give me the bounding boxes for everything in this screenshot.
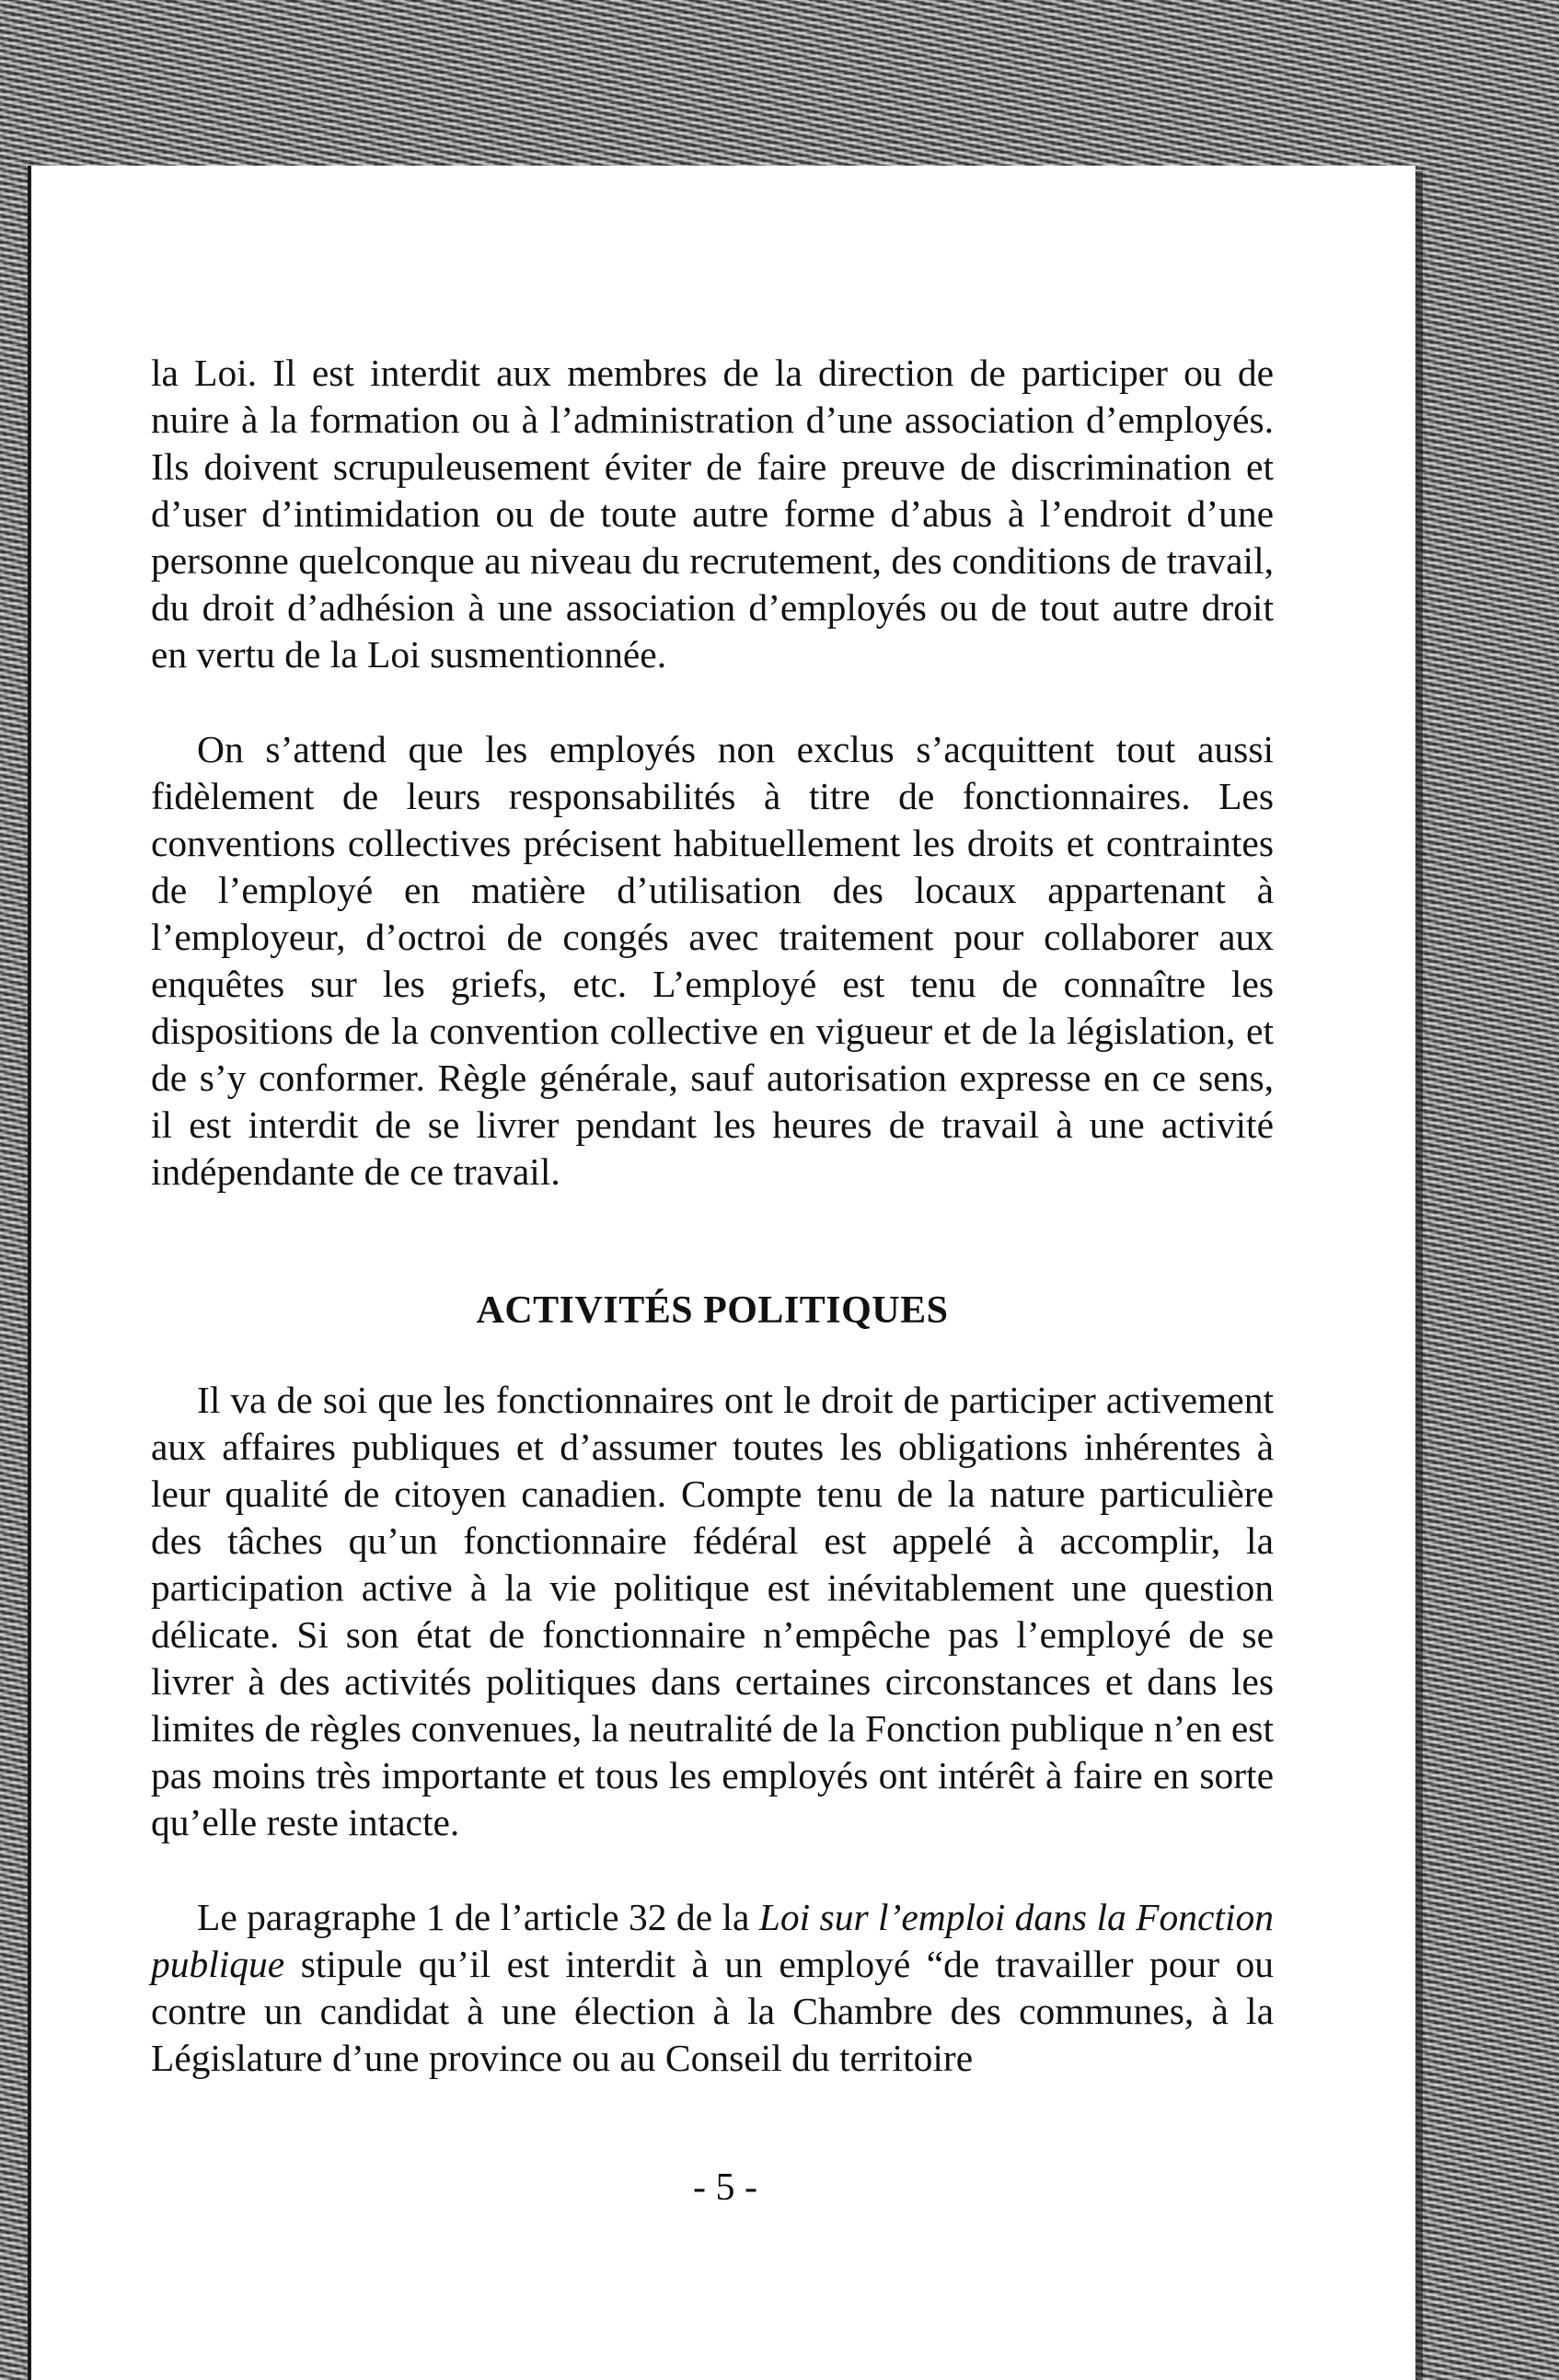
- paragraph-2: On s’attend que les employés non exclus s’acquittent tout aussi fidèlement de leurs responsabilités à titre de fonctionnaires. Les conventions collectives précisent habituellement les droits et contraintes de l’employé en matière d’utilisation des locaux appartenant à l’employeur, d’octroi de congés avec traitement pour collaborer aux enquêtes sur les griefs, etc. L’employé est tenu de connaître les dispositions de la convention collective en vigueur et de la législation, et de s’y conformer. Règle générale, sauf autorisation expresse en ce sens, il est interdit de se livrer pendant les heures de travail à une activité indépendante de ce travail.: [151, 728, 1274, 1193]
- document-page: [28, 166, 1415, 2380]
- section-heading: ACTIVITÉS POLITIQUES: [476, 1289, 949, 1332]
- page-content: [151, 350, 1274, 2082]
- paragraph-3: Il va de soi que les fonctionnaires ont le droit de participer activement aux affaires publiques et d’assumer toutes les obligations inhérentes à leur qualité de citoyen canadien. Compte tenu de la nature particulière des tâches qu’un fonctionnaire fédéral est appelé à accomplir, la participation active à la vie politique est inévitablement une question délicate. Si son état de fonctionnaire n’empêche pas l’employé de se livrer à des activités politiques dans certaines circonstances et dans les limites de règles convenues, la neutralité de la Fonction publique n’en est pas moins très importante et tous les employés ont intérêt à faire en sorte qu’elle reste intacte.: [151, 1379, 1274, 1843]
- paragraph-1: la Loi. Il est interdit aux membres de la direction de participer ou de nuire à la formation ou à l’administration d’une association d’employés. Ils doivent scrupuleusement éviter de faire preuve de discrimination et d’user d’intimidation ou de toute autre forme d’abus à l’endroit d’une personne quelconque au niveau du recrutement, des conditions de travail, du droit d’adhésion à une association d’employés ou de tout autre droit en vertu de la Loi susmentionnée.: [151, 352, 1274, 676]
- paragraph-4-rest: stipule qu’il est interdit à un employé “de travailler pour ou contre un candidat à une élection à la Chambre des communes, à la Législature d’une province ou au Conseil du territoire: [151, 1943, 1274, 2079]
- law-title-italic: Loi sur l’emploi dans la Fonction publique: [151, 1896, 1274, 1985]
- paragraph-4: [151, 1894, 1274, 2082]
- paragraph-4-intro: Le paragraphe 1 de l’article 32 de la: [197, 1896, 759, 1938]
- page-edge-shadow: [1415, 171, 1423, 2380]
- page-number: - 5 -: [693, 2166, 757, 2209]
